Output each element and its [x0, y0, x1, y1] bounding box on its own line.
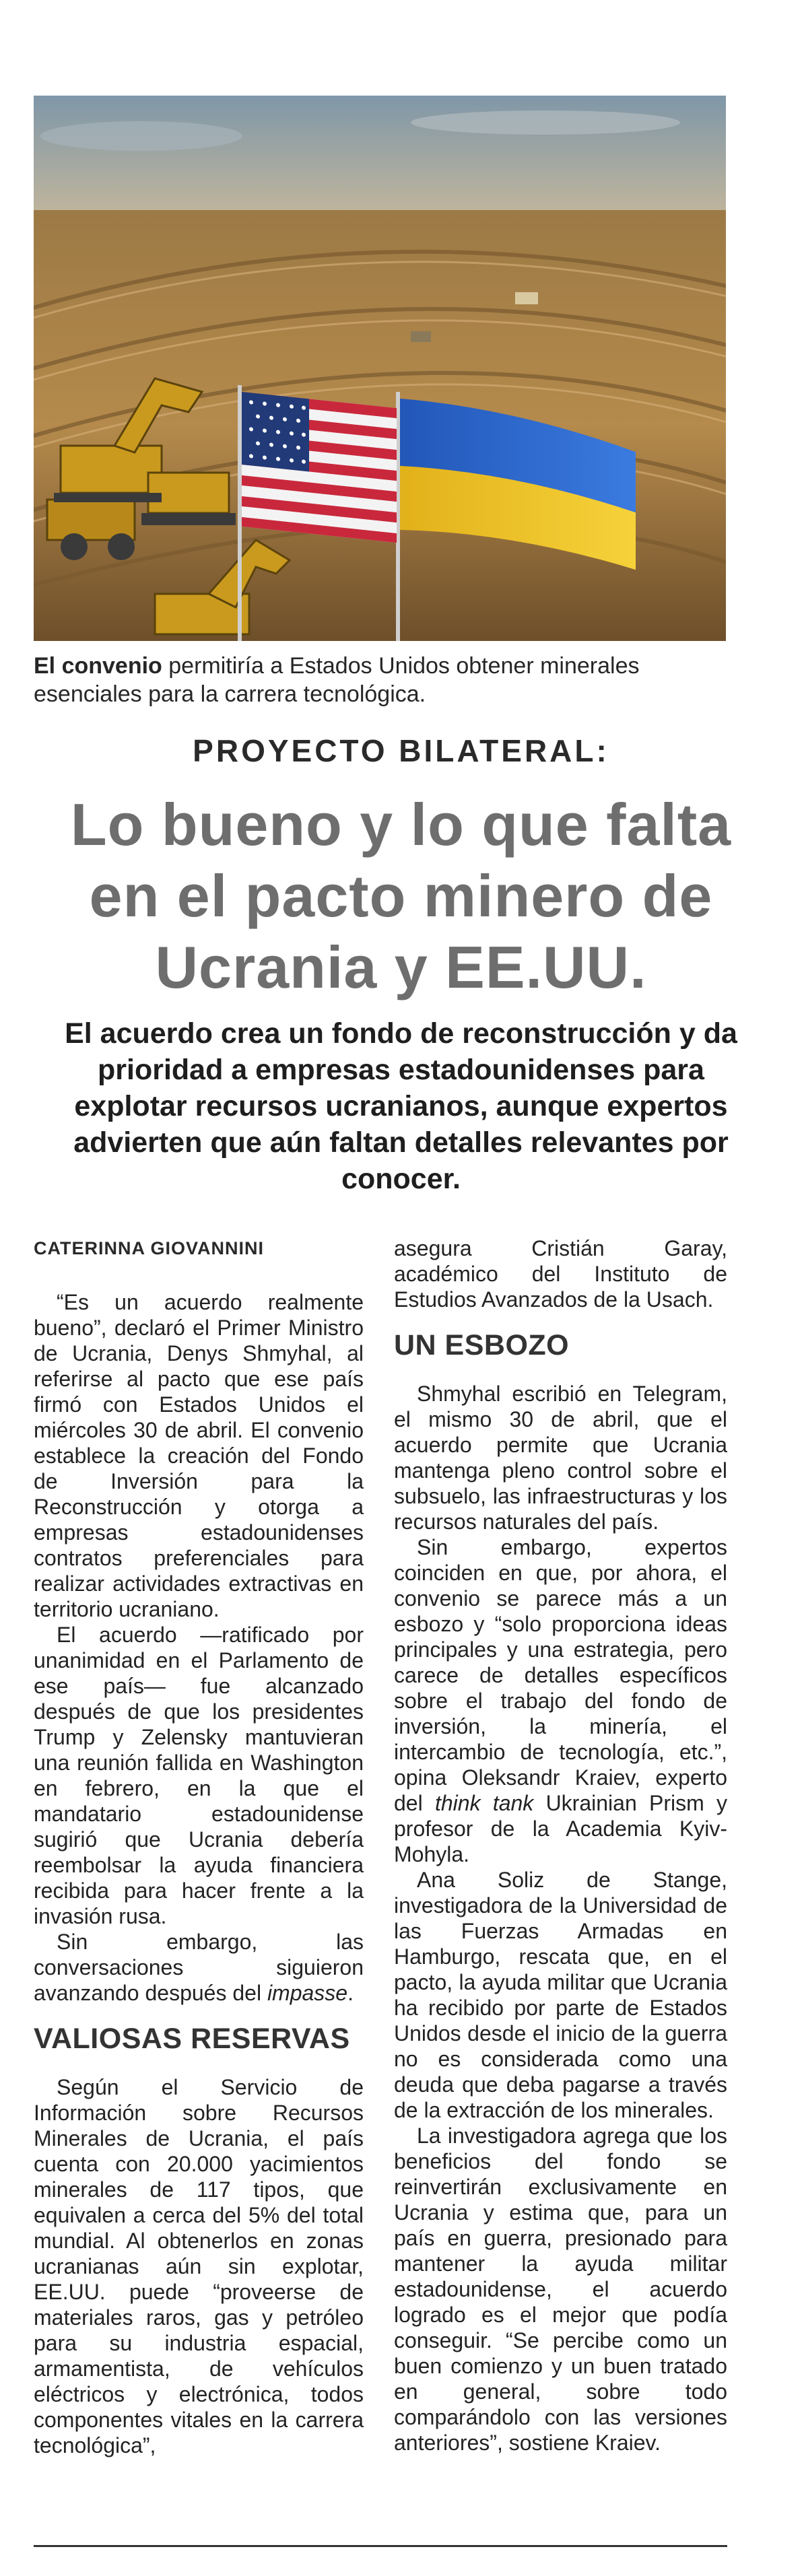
paragraph: “Es un acuerdo realmente bueno”, declaró el Primer Ministro de Ucrania, Denys Shmyhal, al referirse al pacto que ese país firmó con Estados Unidos el miércoles 30 de abril. El convenio establece la creación del Fondo de Inversión para la Reconstrucción y otorga a empresas estadounidenses contratos preferenciales para realizar actividades extractivas en territorio ucraniano.	[34, 1290, 364, 1621]
section-heading-reservas: VALIOSAS RESERVAS	[34, 2023, 350, 2055]
bottom-rule	[34, 2545, 727, 2547]
paragraph: asegura Cristián Garay, académico del Instituto de Estudios Avanzados de la Usach.	[394, 1236, 727, 1312]
paragraph-text: Ukrainian Prism y profesor de la Academia Kyiv-Mohyla.	[394, 1791, 728, 1866]
photo-caption	[34, 652, 727, 708]
caption-lead: El convenio	[34, 653, 162, 679]
paragraph: Según el Servicio de Información sobre Recursos Minerales de Ucrania, el país cuenta con 20.000 yacimientos minerales de 117 tipos, que equivalen a cerca del 5% del total mundial. Al obtenerlos en zonas ucranianas aún sin explotar, EE.UU. puede “proveerse de materiales raros, gas y petróleo para su industria espacial, armamentista, de vehículos eléctricos y electrónica, todos componentes vitales en la carrera tecnológica”,	[34, 2075, 364, 2458]
byline: CATERINNA GIOVANNINI	[34, 1238, 264, 1258]
article-column-left	[34, 1235, 364, 2458]
italic-term: impasse	[267, 1981, 348, 2005]
paragraph	[394, 1534, 727, 1867]
hero-photo	[34, 96, 726, 641]
paragraph: La investigadora agrega que los beneficios del fondo se reinvertirán exclusivamente en Ucrania y estima que, para un país en guerra, presionado para mantener la ayuda militar estadounidense, el acuerdo logrado es el mejor que podía conseguir. “Se percibe como un buen comienzo y un buen tratado en general, sobre todo comparándolo con las versiones anteriores”, sostiene Kraiev.	[394, 2124, 727, 2455]
paragraph: Ana Soliz de Stange, investigadora de la Universidad de las Fuerzas Armadas en Hamburgo, rescata que, en el pacto, la ayuda militar que Ucrania ha recibido por parte de Estados Unidos desde el inicio de la guerra no es considerada como una deuda que deba pagarse a través de la extracción de los minerales.	[394, 1868, 727, 2122]
paragraph-text: Sin embargo, las conversaciones siguieron avanzando después del	[34, 1930, 364, 2005]
article-column-right	[394, 1235, 727, 2455]
paragraph-text: Sin embargo, expertos coinciden en que, por ahora, el convenio se parece más a un esbozo y “solo proporciona ideas principales y una estrategia, pero carece de detalles específicos sobre el trabajo del fondo de inversión, la minería, el intercambio de tecnología, etc.”, opina Oleksandr Kraiev, experto del	[394, 1535, 727, 1815]
italic-term: think tank	[434, 1791, 534, 1815]
caption-text: permitiría a Estados Unidos obtener minerales esenciales para la carrera tecnológica.	[34, 653, 640, 707]
deck: El acuerdo crea un fondo de reconstrucción y da prioridad a empresas estadounidenses para explotar recursos ucranianos, aunque expertos advierten que aún faltan detalles relevantes por conocer.	[65, 1017, 737, 1195]
paragraph-text: .	[347, 1981, 354, 2005]
section-heading-esbozo: UN ESBOZO	[394, 1329, 570, 1361]
paragraph: El acuerdo —ratificado por unanimidad en el Parlamento de ese país— fue alcanzado después de que los presidentes Trump y Zelensky mantuvieran una reunión fallida en Washington en febrero, en la que el mandatario estadounidense sugirió que Ucrania debería reembolsar la ayuda financiera recibida para hacer frente a la invasión rusa.	[34, 1623, 364, 1928]
paragraph	[34, 1929, 364, 2006]
paragraph: Shmyhal escribió en Telegram, el mismo 30 de abril, que el acuerdo permite que Ucrania mantenga pleno control sobre el subsuelo, las infraestructuras y los recursos naturales del país.	[394, 1382, 727, 1534]
mining-pit-flags-photo	[34, 96, 726, 641]
headline: Lo bueno y lo que falta en el pacto minero de Ucrania y EE.UU.	[70, 791, 732, 1001]
kicker: PROYECTO BILATERAL:	[193, 733, 609, 768]
